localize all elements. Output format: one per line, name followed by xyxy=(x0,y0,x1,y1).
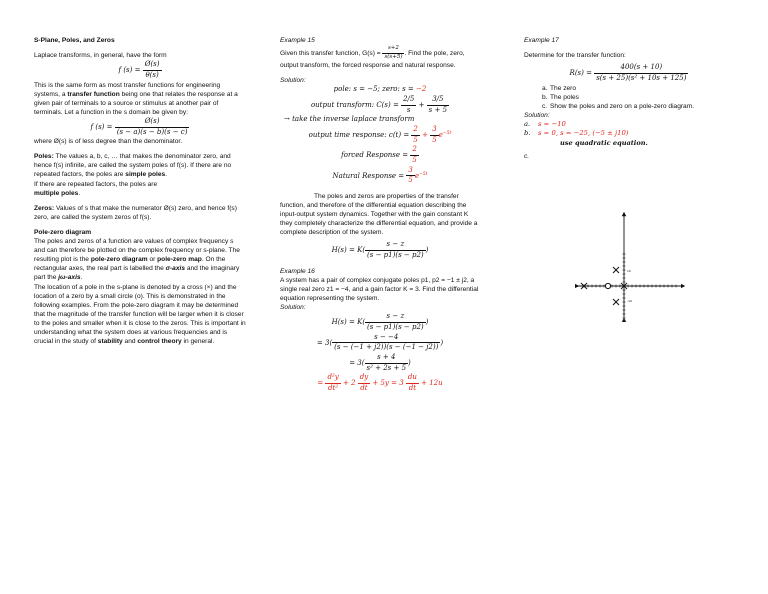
zeros-definition: Zeros: Values of s that make the numerator Ø(s) zero, and hence f(s) zero, are called the system zeros of f(s). xyxy=(34,204,237,221)
example-17-title: Example 17 xyxy=(524,37,559,44)
column-middle xyxy=(280,36,480,394)
tick-label-lower: -10 xyxy=(627,299,632,303)
example-15-question: Given this transfer function, G(s) = $\frac{s+2}{s(s+5)}$ . Find the pole, zero, output transform, the forced response and natural response. xyxy=(280,45,465,70)
degree-note: where Ø(s) is of less degree than the denominator. xyxy=(34,138,183,146)
quadratic-note: use quadratic equation. xyxy=(560,138,648,147)
forced-response: forced Response = $\frac{2}{5}$ xyxy=(341,145,417,165)
example-16-solution-label: Solution: xyxy=(280,304,306,312)
column-right xyxy=(524,36,734,161)
task-list-item: a. The zero xyxy=(542,84,577,92)
example-15-solution-label: Solution: xyxy=(280,77,306,85)
example-17-question: Determine for the transfer function: xyxy=(524,52,626,60)
example-16-step-2: = 3( $\frac{s - -4}{(s - (-1 + j2))(s - (-1 - j2))}$ ) xyxy=(316,332,444,352)
transfer-function-paragraph: This is the same form as most transfer functions for engineering systems, a transfer function being one that relates the response at a given pair of terminals to a source or stimulus at another pair of terminals. Let a function in the s domain be given by: xyxy=(34,81,238,116)
example-16-step-1: H(s) = K( $\frac{s - z}{(s - p1)(s - p2)}$ ) xyxy=(331,312,429,331)
pole-zero-title: Pole-zero diagram xyxy=(34,228,92,236)
intro-text: Laplace transforms, in general, have the form xyxy=(34,52,167,60)
pole-marker xyxy=(613,267,619,273)
equation-fs-general: f (s) = $\frac{Ø(s)}{\theta(s)}$ xyxy=(118,60,160,79)
pole-zero-diagram xyxy=(575,212,685,322)
example-17-solution-label: Solution: xyxy=(524,111,550,119)
example-16-question: A system has a pair of complex conjugate poles p1, p2 = −1 ± j2, a single real zero z1 = −4, and a gain factor K = 3. Find the differential equation representing the system. xyxy=(280,276,479,303)
general-transfer-function: H(s) = K( $\frac{s - z}{(s - p1)(s - p2)}$ ) xyxy=(331,240,429,260)
solution-zero: a. s = −10 xyxy=(524,119,566,128)
column-left xyxy=(34,36,246,346)
example-15-title: Example 15 xyxy=(280,37,315,44)
example-16-title: Example 16 xyxy=(280,267,315,275)
solution-diagram-label: c. xyxy=(524,152,530,160)
poles-definition: Poles: The values a, b, c, … that makes the denominator zero, and hence f(s) infinite, are called the system poles of f(s). If there are no repeated factors, the poles are simple poles. If there are repeated factors, the poles are multiple poles. xyxy=(34,153,232,197)
poles-zeros-properties-paragraph: The poles and zeros are properties of the transfer function, and therefore of the differential equation describing the input-output system dynamics. Together with the gain constant K they completely characterize the differential equation, and provide a complete description of the system. xyxy=(280,193,478,237)
pole-zero-paragraph: The poles and zeros of a function are values of complex frequency s and can therefore be plotted on the complex frequency or s-plane. The resulting plot is the pole-zero diagram or pole-zero map. On the rectangular axes, the real part is labelled the σ-axis and the imaginary part the jω-axis. The location of a pole in the s-plane is denoted by a cross (×) and the location of a zero by a small circle (o). This is demonstrated in the following examples. From the pole-zero diagram it may be determined that the magnitude of the transfer function will be larger when it is closer to the poles and smaller when it is close to the zeros. This is important in understanding what the system does at various frequencies and is crucial in the study of stability and control theory in general. xyxy=(34,238,246,346)
task-list-item: c. Show the poles and zero on a pole-zero diagram. xyxy=(542,102,695,110)
solution-poles: b. s = 0, s = −25, (−5 ± j10) xyxy=(524,129,629,138)
example-17-transfer-function: R(s) = $\frac{400(s + 10)}{\text{s(s + 25)(s² + 10s + 125)}}$ xyxy=(569,63,687,82)
tick-label-upper: 10 xyxy=(627,269,631,273)
output-time-response: output time response: c(t) = $\frac{2}{5}$ + $\frac{3}{5}$ $e^{-5t}$ xyxy=(308,125,452,144)
task-list-item: b. The poles xyxy=(542,93,579,101)
pole-marker xyxy=(613,299,619,305)
example-16-differential-equation: = $\frac{\text{d²y}}{\text{dt²}}$ + 2 $\frac{dy}{dt}$ + 5y = 3 $\frac{du}{dt}$ + 12u xyxy=(317,373,443,392)
section-title: S-Plane, Poles, and Zeros xyxy=(34,37,115,44)
example-16-step-3: = 3( $\frac{s + 4}{\text{s² + 2s + 5}}$ ) xyxy=(349,352,411,372)
pole-zero-result: pole: s = −5; zero: s = −2 xyxy=(333,85,427,94)
natural-response: Natural Response = $\frac{3}{5}$ $e^{-5t}$ xyxy=(332,165,428,185)
zero-marker xyxy=(605,283,610,288)
inverse-laplace-note: → take the inverse laplace transform xyxy=(284,115,415,124)
output-transform: output transform: C(s) = $\frac{2/5}{s}$ + $\frac{3/5}{s + 5}$ xyxy=(310,95,448,114)
equation-fs-factored: f (s) = $\frac{Ø(s)}{(s - a)(s - b)(s - c)}$ xyxy=(90,116,188,136)
